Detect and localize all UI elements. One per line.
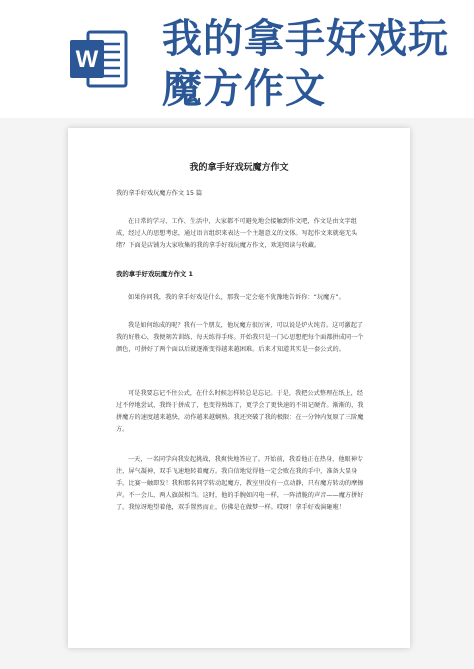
banner [0, 0, 474, 118]
intro-paragraph: 在日常的学习、工作、生活中，大家都不可避免地会接触到作文吧，作文是由文字组成，经过人的思想考虑，通过语言组织来表达一个主题意义的文体。写起作文来就毫无头绪？下面是店铺为大家收集的我的拿手好戏玩魔方作文，欢迎阅读与收藏。 [116, 218, 358, 249]
banner-title: 我的拿手好戏玩魔方作文 [162, 16, 449, 112]
paragraph-1: 如果你问我，我的拿手好戏是什么，那我一定会毫不犹豫地告诉你：“玩魔方”。 [128, 294, 345, 301]
section-heading: 我的拿手好戏玩魔方作文 1 [116, 270, 193, 278]
paragraph-2: 我是如何练成的呢？我有一个朋友，他玩魔方很厉害，可以说是炉火纯青。这可激起了我的好胜心，我便刻苦训练、每天练得手疼。开始我只是一门心思想把每个面都拼成同一个颜色，可拼好了两个面以后就逐渐变得越来越困难。后来才知道其实是一套公式的。 [116, 322, 364, 353]
document-title: 我的拿手好戏玩魔方作文 [189, 163, 289, 173]
document-page [68, 128, 410, 648]
word-document-icon [70, 28, 128, 90]
paragraph-3: 可是我要忘记不住公式，在什么时候怎样转总是忘记。于是，我把公式整理在纸上，经过不停地尝试，我终于拼成了，也变得熟练了，更学会了更快速的不用记硬背。渐渐的，我拼魔方的速度越来越快，动作越来越娴熟。我还突破了我的极限：在一分钟内复原了三阶魔方。 [116, 390, 364, 433]
svg-text:W: W [75, 46, 99, 73]
paragraph-4: 一天，一名同学向我发起挑战，我爽快地答应了。开始前，我看他正在热身，他眼神专注，屏气凝神，双手飞速地转着魔方。我自信地觉得他一定会败在我的手中，准备大显身手。比赛一触即发！我和那名同学转动起魔方，教室里没有一点动静，只有魔方转动的摩擦声。不一会儿，两人旗鼓相当。这时，他的手腕如闪电一样，一阵清脆的声音——魔方拼好了。我惊讶地望着他，双手置然而止，仿佛是在做梦一样。哎呀！拿手好戏演砸啦！ [116, 456, 364, 511]
document-subtitle: 我的拿手好戏玩魔方作文 15 篇 [116, 190, 203, 197]
